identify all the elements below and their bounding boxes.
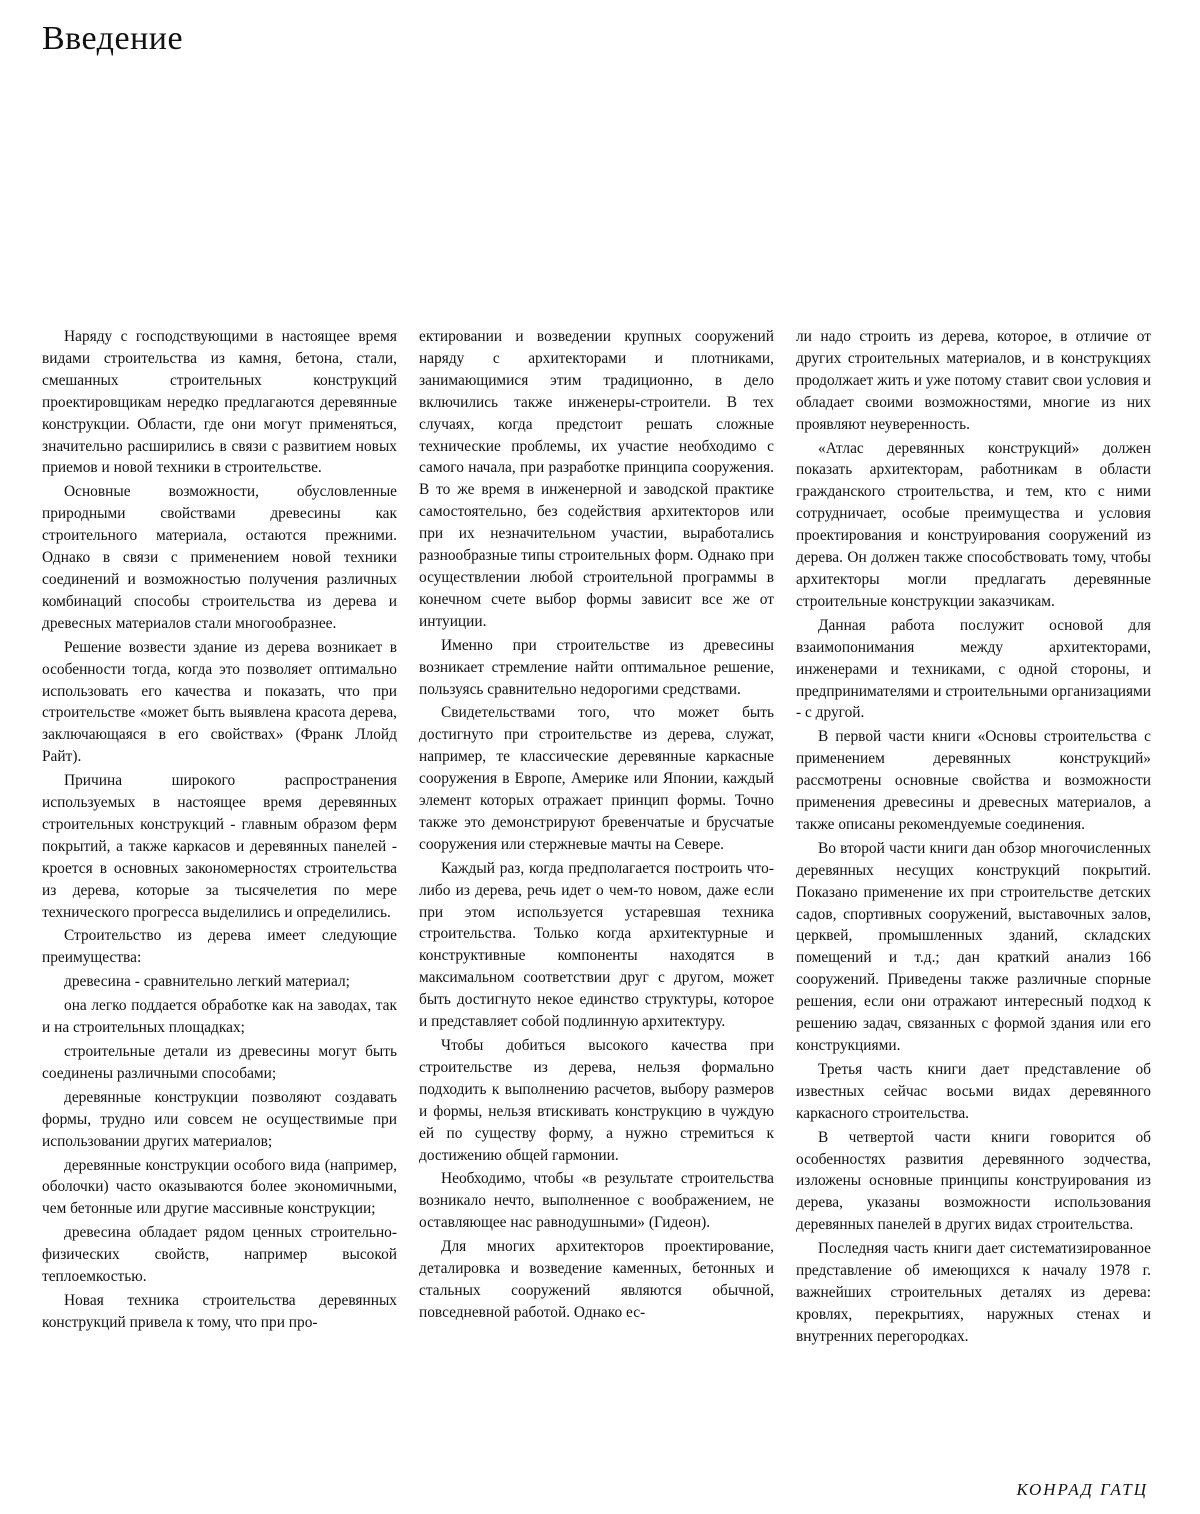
author-signature: КОНРАД ГАТЦ <box>1016 1480 1148 1499</box>
list-item: строительные детали из древесины могут быть соединены различными способами; <box>42 1043 397 1082</box>
paragraph: Решение возвести здание из дерева возникает в особенности тогда, когда это позволяет оптимально использовать его качества и показать, что при строительстве «может быть выявлена красота дерева, заключающаяся в его свойствах» (Франк Ллойд Райт). <box>42 638 397 766</box>
text-column-3 <box>796 326 1151 1350</box>
paragraph: Во второй части книги дан обзор многочисленных деревянных несущих конструкций покрытий. Показано применение их при строительстве детских садов, спортивных сооружений, выставочных залов, церквей, промышленных зданий, складских помещений и т.д.; дан краткий анализ 166 сооружений. Приведены также различные спорные решения, если они отражают интересный подход к решению задач, связанных с формой здания или его конструкциями. <box>796 839 1151 1054</box>
paragraph: Именно при строительстве из древесины возникает стремление найти оптимальное решение, пользуясь сравнительно недорогими средствами. <box>419 636 774 698</box>
list-item: она легко поддается обработке как на заводах, так и на строительных площадках; <box>42 997 397 1037</box>
paragraph: В четвертой части книги говорится об особенностях развития деревянного зодчества, изложены основные принципы конструирования из дерева, указаны возможности использования деревянных панелей в других видах строительства. <box>796 1128 1151 1234</box>
paragraph: «Атлас деревянных конструкций» должен показать архитекторам, работникам в области гражданского строительства, и тем, кто с ними сотрудничает, особые преимущества и условия проектирования и конструирования сооружений из дерева. Он должен также способствовать тому, чтобы архитекторы могли предлагать деревянные строительные конструкции заказчикам. <box>796 439 1151 610</box>
paragraph: ектировании и возведении крупных сооружений наряду с архитекторами и плотниками, занимающимися этим традиционно, в дело включились также инженеры-строители. В тех случаях, когда предстоит решать сложные технические проблемы, их участие необходимо с самого начала, при разработке принципа сооружения. В то же время в инженерной и заводской практике самостоятельно, без содействия архитекторов или при их незначительном участии, выработались разнообразные типы строительных форм. Однако при осуществлении любой строительной программы в конечном счете выбор формы зависит все же от интуиции. <box>419 328 774 630</box>
list-item: деревянные конструкции особого вида (например, оболочки) часто оказываются более экономичными, чем бетонные или другие массивные конструкции; <box>42 1156 397 1218</box>
paragraph: В первой части книги «Основы строительства с применением деревянных конструкций» рассмотрены основные свойства и возможности применения древесины и древесных материалов, а также описаны рекомендуемые соединения. <box>796 728 1151 833</box>
paragraph: Строительство из дерева имеет следующие преимущества: <box>42 927 397 967</box>
paragraph: Третья часть книги дает представление об известных сейчас восьми видах деревянного каркасного строительства. <box>796 1060 1151 1122</box>
paragraph: Новая техника строительства деревянных конструкций привела к тому, что при про- <box>42 1291 397 1331</box>
paragraph: Последняя часть книги дает систематизированное представление об имеющихся к началу 1978 г. важнейших строительных деталях из дерева: кровлях, перекрытиях, наружных стенах и внутренних перегородках. <box>796 1240 1151 1345</box>
paragraph: ли надо строить из дерева, которое, в отличие от других строительных материалов, и в конструкциях продолжает жить и уже потому ставит свои условия и обладает своими возможностями, многие из них проявляют неуверенность. <box>796 328 1151 433</box>
paragraph: Причина широкого распространения используемых в настоящее время деревянных строительных конструкций - главным образом ферм покрытий, а также каркасов и деревянных панелей - кроется в основных закономерностях строительства из дерева, которые за тысячелетия по мере технического прогресса выделились и определились. <box>42 772 397 921</box>
page-title: Введение <box>42 20 184 57</box>
list-item: древесина - сравнительно легкий материал; <box>64 973 350 991</box>
text-columns <box>42 326 1152 1350</box>
paragraph: Основные возможности, обусловленные природными свойствами древесины как строительного материала, остаются прежними. Однако в связи с применением новой техники соединений и возможностью получения различных комбинаций способы строительства из дерева и древесных материалов стали многообразнее. <box>42 483 397 632</box>
list-item: деревянные конструкции позволяют создавать формы, трудно или совсем не осуществимые при использовании других материалов; <box>42 1088 397 1150</box>
paragraph: Чтобы добиться высокого качества при строительстве из дерева, нельзя формально подходить к выполнению расчетов, выбору размеров и формы, нельзя втискивать конструкцию в чуждую ей по существу форму, а нужно стремиться к достижению общей гармонии. <box>419 1037 774 1164</box>
paragraph: Необходимо, чтобы «в результате строительства возникало нечто, выполненное с воображением, не оставляющее нас равнодушными» (Гидеон). <box>419 1170 774 1232</box>
text-column-1 <box>42 326 397 1350</box>
list-item: древесина обладает рядом ценных строительно-физических свойств, например высокой теплоемкостью. <box>42 1224 397 1286</box>
paragraph: Наряду с господствующими в настоящее время видами строительства из камня, бетона, стали, смешанных строительных конструкций проектировщикам нередко предлагаются деревянные конструкции. Области, где они могут применяться, значительно расширились в связи с развитием новых приемов и новой техники в строительстве. <box>42 328 397 477</box>
paragraph: Свидетельствами того, что может быть достигнуто при строительстве из дерева, служат, например, те классические деревянные каркасные сооружения в Европе, Америке или Японии, каждый элемент которых отражает принцип формы. Точно также это демонстрируют бревенчатые и брусчатые сооружения или стержневые мачты на Севере. <box>419 704 774 853</box>
paragraph: Данная работа послужит основой для взаимопонимания между архитекторами, инженерами и техниками, с одной стороны, и предпринимателями и строительными организациями - с другой. <box>796 616 1151 722</box>
text-column-2 <box>419 326 774 1350</box>
paragraph: Каждый раз, когда предполагается построить что-либо из дерева, речь идет о чем-то новом, даже если при этом используется устаревшая техника строительства. Только когда архитектурные и конструктивные компоненты находятся в максимальном соответствии друг с другом, может быть достигнуто некое единство структуры, которое и представляет собой подлинную архитектуру. <box>419 859 774 1031</box>
paragraph: Для многих архитекторов проектирование, деталировка и возведение каменных, бетонных и стальных сооружений являются обычной, повседневной работой. Однако ес- <box>419 1238 774 1321</box>
